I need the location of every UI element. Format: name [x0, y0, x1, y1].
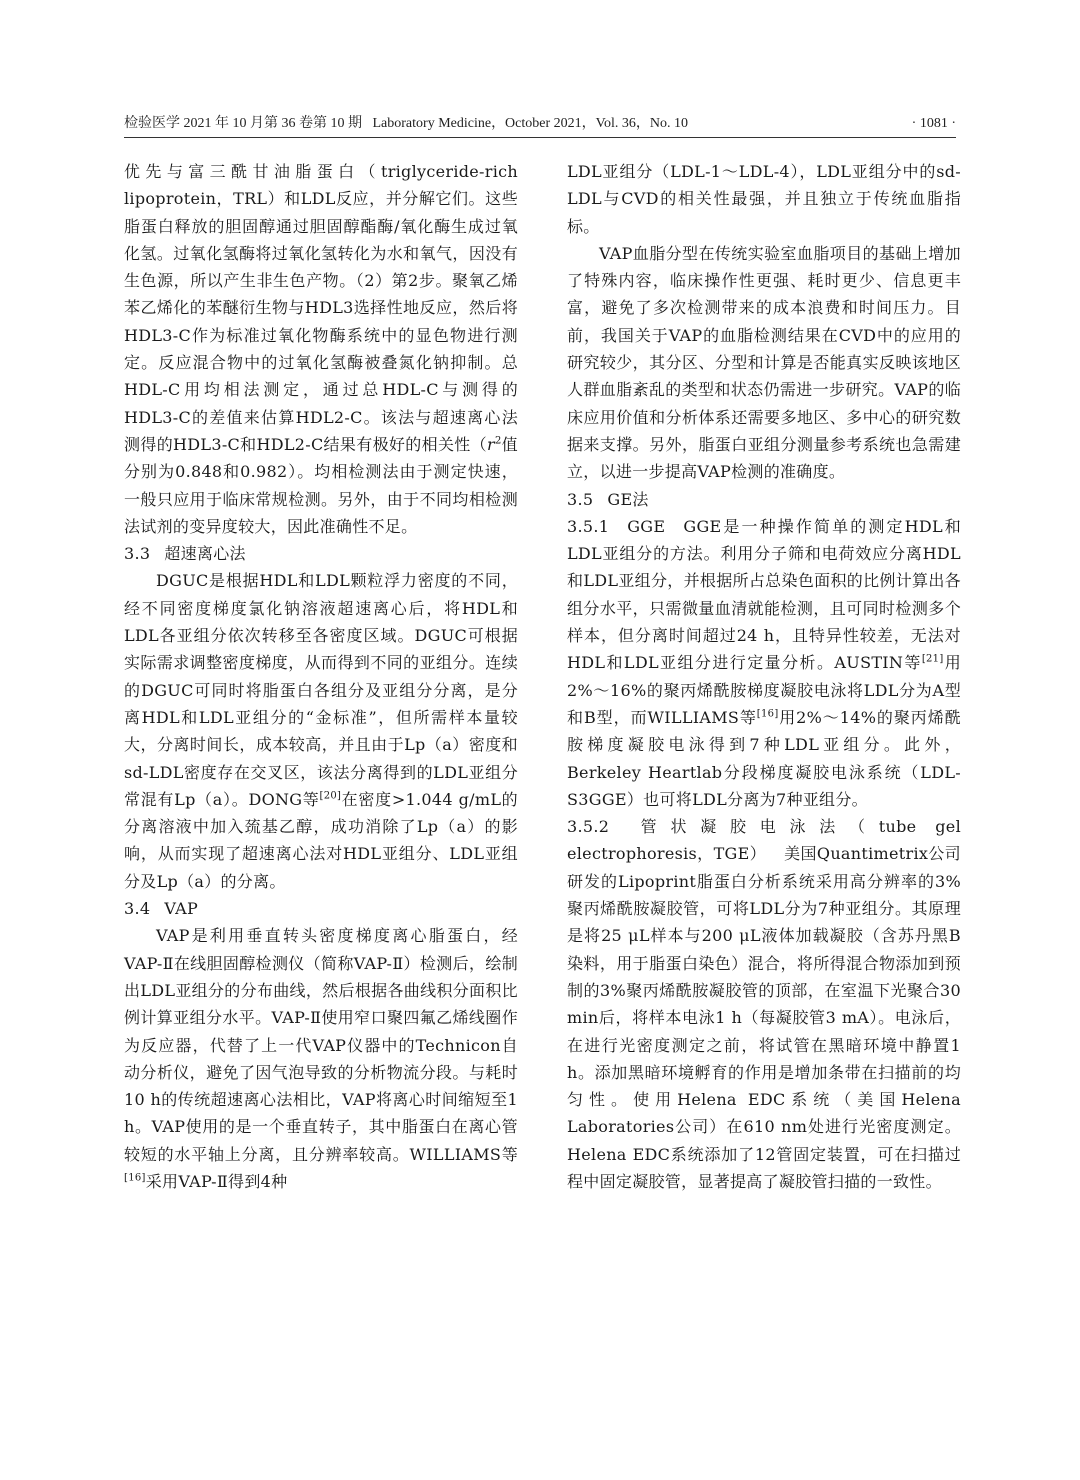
- subsection-number-3-5-2: 3.5.2: [567, 817, 610, 837]
- paragraph-tge: 3.5.2 管状凝胶电泳法（tube gel electrophoresis，TGE） 美国Quantimetrix公司研发的Lipoprint脂蛋白分析系统采用高分辨率的3%聚丙烯酰胺凝胶管，可将LDL分为7种亚组分。其原理是将25 μL样本与200 μL液体加载凝胶（含苏丹黑B染料，用于脂蛋白染色）混合，将所得混合物添加到预制的3%聚丙烯酰胺凝胶管的顶部，在室温下光聚合30 min后，将样本电泳1 h（每凝胶管3 mA）。电泳后，在进行光密度测定之前，将试管在黑暗环境中静置1 h。添加黑暗环境孵育的作用是增加条带在扫描前的均匀性。使用Helena EDC系统（美国Helena Laboratories公司）在610 nm处进行光密度测定。Helena EDC系统添加了12管固定装置，可在扫描过程中固定凝胶管，显著提高了凝胶管扫描的一致性。: [567, 817, 961, 1191]
- paragraph-ldl-subfractions: LDL亚组分（LDL-1～LDL-4），LDL亚组分中的sd-LDL与CVD的相关性最强，并且独立于传统血脂指标。: [567, 162, 961, 236]
- section-heading-3-4: 3.4 VAP: [124, 899, 199, 919]
- section-heading-3-3: 3.3 超速离心法: [124, 544, 246, 564]
- subsection-title-gge: GGE: [627, 516, 666, 536]
- paragraph-vap-lipid-profile: VAP血脂分型在传统实验室血脂项目的基础上增加了特殊内容，临床操作性更强、耗时更少、信息更丰富，避免了多次检测带来的成本浪费和时间压力。目前，我国关于VAP的血脂检测结果在CVD中的应用的研究较少，其分区、分型和计算是否能真实反映该地区人群血脂紊乱的类型和状态仍需进一步研究。VAP的临床应用价值和分析体系还需要多地区、多中心的研究数据来支撑。另外，脂蛋白亚组分测量参考系统也急需建立，以进一步提高VAP检测的准确度。: [567, 243, 961, 482]
- running-header: [124, 112, 956, 132]
- journal-name-cn: 检验医学 2021 年 10 月第 36 卷第 10 期: [124, 116, 362, 131]
- citation-ref: [16]: [756, 708, 779, 720]
- paragraph-vap: VAP是利用垂直转头密度梯度离心脂蛋白，经VAP-Ⅱ在线胆固醇检测仪（简称VAP-Ⅱ）检测后，绘制出LDL亚组分的分布曲线，然后根据各曲线积分面积比例计算亚组分水平。VAP-Ⅱ使用窄口聚四氟乙烯线圈作为反应器，代替了上一代VAP仪器中的Technicon自动分析仪，避免了因气泡导致的分析物流分段。与耗时10 h的传统超速离心法相比，VAP将离心时间缩短至1 h。VAP使用的是一个垂直转子，其中脂蛋白在离心管较短的水平轴上分离，且分辨率较高。WILLIAMS等[16]采用VAP-Ⅱ得到4种: [124, 926, 518, 1191]
- page-number: · 1081 ·: [911, 116, 956, 131]
- subsection-title-tge: 管状凝胶电泳法（tube gel electrophoresis，TGE）: [567, 817, 961, 864]
- header-rule: [124, 137, 956, 138]
- citation-ref: [21]: [921, 654, 944, 666]
- paragraph-dguc: DGUC是根据HDL和LDL颗粒浮力密度的不同，经不同密度梯度氯化钠溶液超速离心后，将HDL和LDL各亚组分依次转移至各密度区域。DGUC可根据实际需求调整密度梯度，从而得到不同的亚组分。连续的DGUC可同时将脂蛋白各组分及亚组分分离，是分离HDL和LDL亚组分的“金标准”，但所需样本量较大，分离时间长，成本较高，并且由于Lp（a）密度和sd-LDL密度存在交叉区，该法分离得到的LDL亚组分常混有Lp（a）。DONG等[20]在密度>1.044 g/mL的分离溶液中加入巯基乙醇，成功消除了Lp（a）的影响，从而实现了超速离心法对HDL亚组分、LDL亚组分及Lp（a）的分离。: [124, 571, 518, 891]
- citation-ref: [16]: [124, 1172, 146, 1184]
- paragraph-homogeneous-method: 优先与富三酰甘油脂蛋白（triglyceride-rich lipoprotein，TRL）和LDL反应，并分解它们。这些脂蛋白释放的胆固醇通过胆固醇酯酶/氧化酶生成过氧化氢。过氧化氢酶将过氧化氢转化为水和氧气，因没有生色源，所以产生非生色产物。（2）第2步。聚氧乙烯苯乙烯化的苯醚衍生物与HDL3选择性地反应，然后将HDL3-C作为标准过氧化物酶系统中的显色物进行测定。反应混合物中的过氧化氢酶被叠氮化钠抑制。总HDL-C用均相法测定，通过总HDL-C与测得的HDL3-C的差值来估算HDL2-C。该法与超速离心法测得的HDL3-C和HDL2-C结果有极好的相关性（$r^2$值分别为0.848和0.982）。均相检测法由于测定快速，一般只应用于临床常规检测。另外，由于不同均相检测法试剂的变异度较大，因此准确性不足。: [124, 162, 518, 536]
- journal-name-en: Laboratory Medicine，October 2021，Vol. 36，No. 10: [372, 116, 688, 131]
- right-column: [567, 158, 961, 1195]
- left-column: [124, 158, 518, 1195]
- citation-ref: [20]: [319, 790, 342, 802]
- section-heading-3-5: 3.5 GE法: [567, 489, 649, 509]
- paragraph-gge: 3.5.1 GGE GGE是一种操作简单的测定HDL和LDL亚组分的方法。利用分子筛和电荷效应分离HDL和LDL亚组分，并根据所占总染色面积的比例计算出各组分水平，只需微量血清就能检测，且可同时检测多个样本，但分离时间超过24 h，且特异性较差，无法对HDL和LDL亚组分进行定量分析。AUSTIN等[21]用2%～16%的聚丙烯酰胺梯度凝胶电泳将LDL分为A型和B型，而WILLIAMS等[16]用2%～14%的聚丙烯酰胺梯度凝胶电泳得到7种LDL亚组分。此外，Berkeley Heartlab分段梯度凝胶电泳系统（LDL-S3GGE）也可将LDL分离为7种亚组分。: [567, 516, 961, 809]
- subsection-number-3-5-1: 3.5.1: [567, 516, 610, 536]
- journal-citation: [124, 112, 688, 132]
